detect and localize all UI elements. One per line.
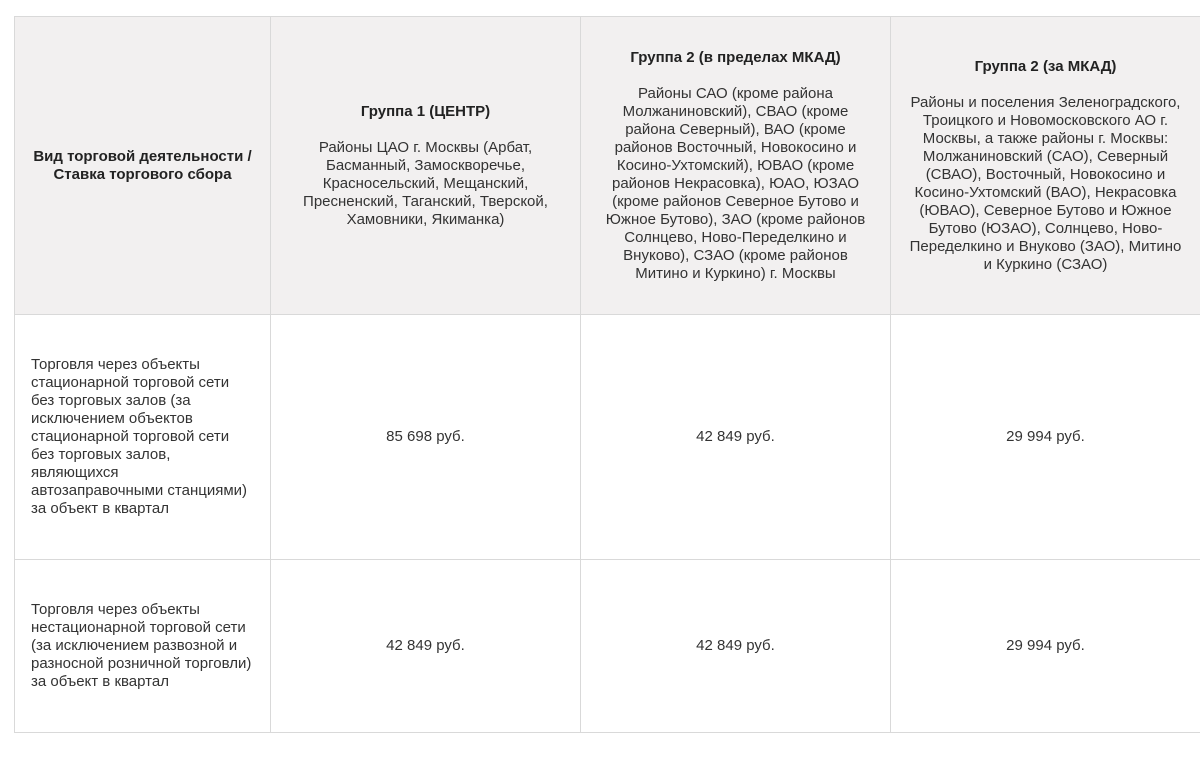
group-2-outside-title: Группа 2 (за МКАД) [974, 57, 1117, 75]
group-1-title: Группа 1 (ЦЕНТР) [360, 102, 491, 120]
row-1-activity-text: Торговля через объекты стационарной торговой сети без торговых залов (за исключением объектов стационарной торговой сети без торговых залов, являющихся автозаправочными станциями) за объект в квартал [31, 356, 248, 517]
row-1-activity-cell [15, 315, 271, 560]
header-cell-group-2-inside-mkad [581, 17, 891, 315]
group-1-description: Районы ЦАО г. Москвы (Арбат, Басманный, Замоскворечье, Красносельский, Мещанский, Пресненский, Таганский, Тверской, Хамовники, Якиманка) [303, 138, 548, 228]
row-1-rate-group-2-inside: 42 849 руб. [581, 315, 891, 560]
row-2-activity-cell [15, 560, 271, 733]
table-row [15, 560, 1200, 733]
group-2-inside-description: Районы САО (кроме района Молжаниновский), СВАО (кроме района Северный), ВАО (кроме районов Восточный, Новокосино и Косино-Ухтомский), ЮВАО (кроме районов Некрасовка), ЮАО, ЮЗАО (кроме районов Северное Бутово и Южное Бутово), ЗАО (кроме районов Солнцево, Ново-Переделкино и Внуково), СЗАО (кроме районов Митино и Куркино) г. Москвы [605, 84, 866, 282]
group-2-outside-description: Районы и поселения Зеленоградского, Троицкого и Новомосковского АО г. Москвы, а также районы г. Москвы: Молжаниновский (САО), Северный (СВАО), Восточный, Новокосино и Косино-Ухтомский (ВАО), Некрасовка (ЮВАО), Северное Бутово и Южное Бутово (ЮЗАО), Солнцево, Ново-Переделкино и Внуково (ЗАО), Митино и Куркино (СЗАО) [909, 93, 1182, 273]
header-cell-group-2-outside-mkad [891, 17, 1200, 315]
header-activity-label: Вид торговой деятельности / Ставка торгового сбора [33, 147, 252, 183]
row-2-rate-group-2-inside: 42 849 руб. [581, 560, 891, 733]
row-2-rate-group-2-outside: 29 994 руб. [891, 560, 1200, 733]
row-2-rate-group-1: 42 849 руб. [271, 560, 581, 733]
row-2-activity-text: Торговля через объекты нестационарной торговой сети (за исключением развозной и разносной розничной торговли) за объект в квартал [31, 601, 252, 690]
table-row [15, 315, 1200, 560]
table-header-row [15, 17, 1200, 315]
header-cell-group-1 [271, 17, 581, 315]
trade-fee-table [14, 16, 1200, 733]
header-cell-activity [15, 17, 271, 315]
row-1-rate-group-1: 85 698 руб. [271, 315, 581, 560]
row-1-rate-group-2-outside: 29 994 руб. [891, 315, 1200, 560]
group-2-inside-title: Группа 2 (в пределах МКАД) [630, 48, 841, 66]
